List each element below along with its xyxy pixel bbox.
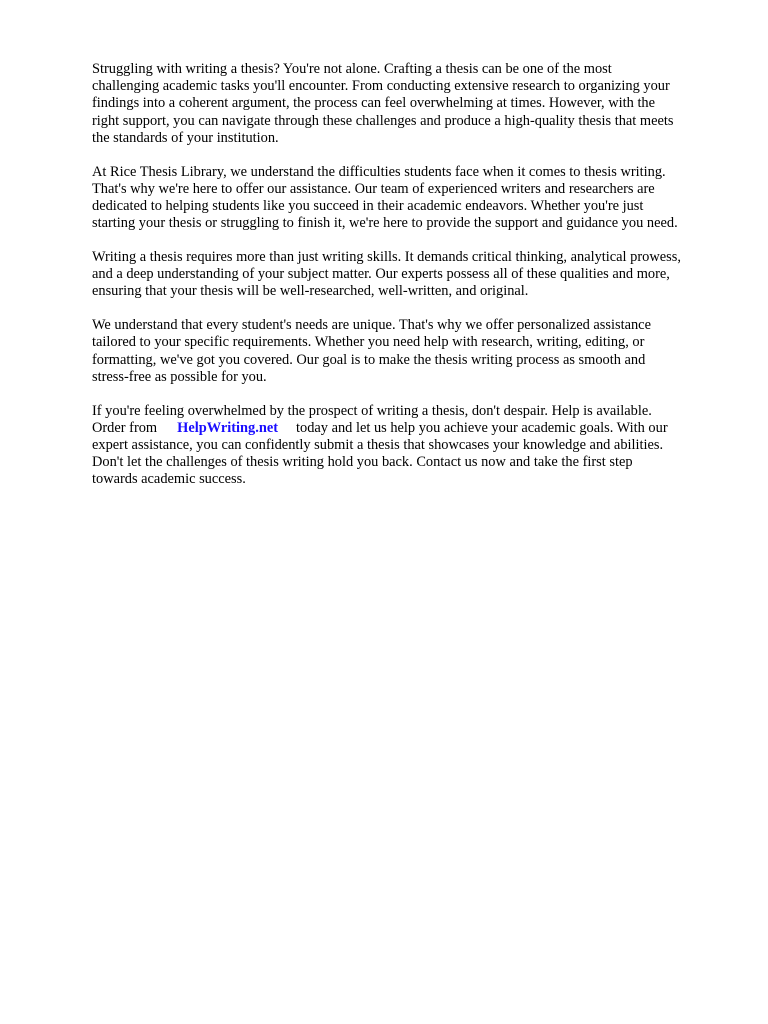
- paragraph-about: At Rice Thesis Library, we understand the difficulties students face when it comes to thesis writing. That's why we're here to offer our assistance. Our team of experienced writers and researchers are dedicated to helping students like you succeed in their academic endeavors. Whether you're just starting your thesis or struggling to finish it, we're here to provide the support and guidance you need.: [92, 163, 678, 232]
- cta-text-before-link: If you're feeling overwhelmed by the prospect of writing a thesis, don't despair. Help is available. Order from: [92, 402, 652, 436]
- document-page: [92, 61, 732, 505]
- paragraph-intro: Struggling with writing a thesis? You're not alone. Crafting a thesis can be one of the most challenging academic tasks you'll encounter. From conducting extensive research to organizing your findings into a coherent argument, the process can feel overwhelming at times. However, with the right support, you can navigate through these challenges and produce a high-quality thesis that meets the standards of your institution.: [92, 61, 674, 146]
- paragraph-call-to-action: [92, 403, 732, 489]
- cta-text-after-link: today and let us help you achieve your academic goals. With our expert assistance, you can confidently submit a thesis that showcases your knowledge and abilities. Don't let the challenges of thesis writing hold you back. Contact us now and take the first step towards academic success.: [92, 419, 668, 488]
- paragraph-personalized: We understand that every student's needs are unique. That's why we offer personalized assistance tailored to your specific requirements. Whether you need help with research, writing, editing, or formatting, we've got you covered. Our goal is to make the thesis writing process as smooth and stress-free as possible for you.: [92, 317, 651, 385]
- helpwriting-link[interactable]: HelpWriting.net: [177, 419, 279, 436]
- paragraph-requirements: Writing a thesis requires more than just writing skills. It demands critical thinking, analytical prowess, and a deep understanding of your subject matter. Our experts possess all of these qualities and more, ensuring that your thesis will be well-researched, well-written, and original.: [92, 249, 681, 300]
